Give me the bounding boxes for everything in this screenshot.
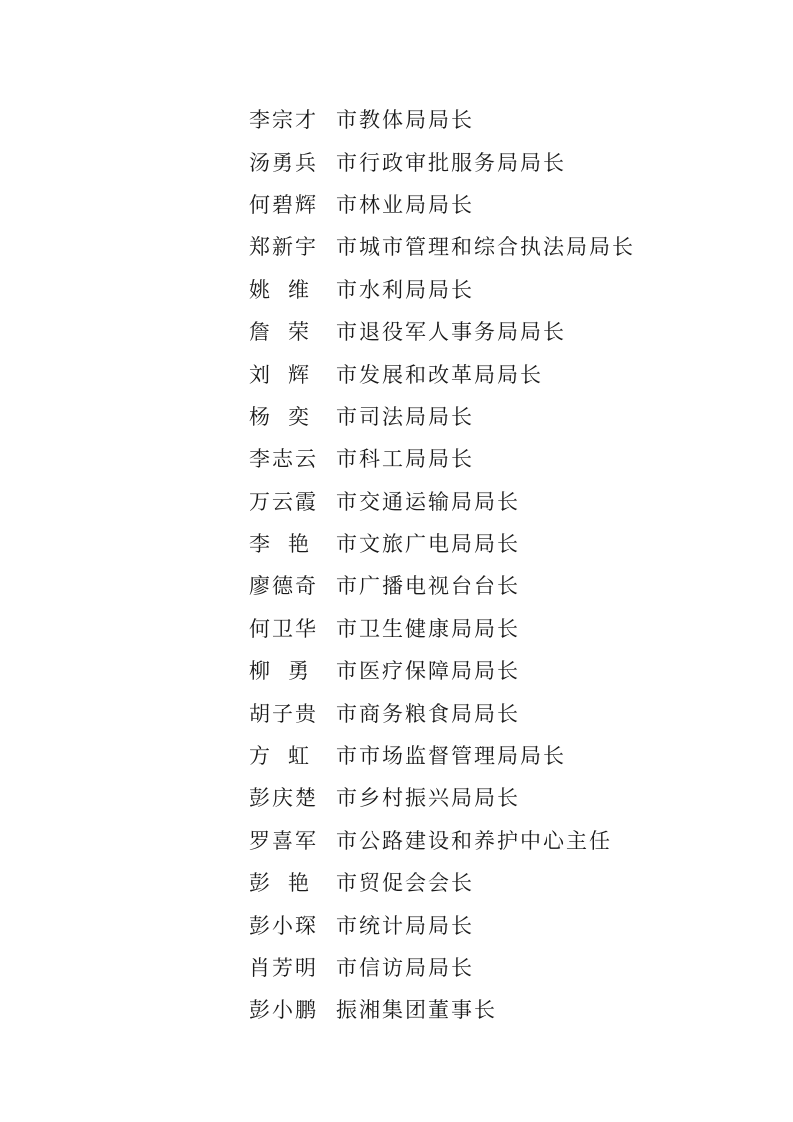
person-name: 詹 荣 [249,320,311,345]
person-name: 何 碧 辉 [249,192,318,217]
person-name: 李 志 云 [249,447,318,472]
person-title: 市行政审批服务局局长 [336,150,566,175]
list-item [249,98,635,140]
person-title: 市林业局局长 [336,192,474,217]
person-name: 彭 小 鹏 [249,998,318,1023]
person-title: 市城市管理和综合执法局局长 [336,235,635,260]
list-item [249,649,635,691]
person-title: 市乡村振兴局局长 [336,786,520,811]
person-title: 市文旅广电局局长 [336,532,520,557]
person-title: 市教体局局长 [336,108,474,133]
list-item [249,140,635,182]
list-item [249,437,635,479]
person-name: 柳 勇 [249,659,311,684]
person-name: 肖 芳 明 [249,956,318,980]
person-name: 彭 艳 [249,871,311,896]
list-item [249,522,635,564]
person-title: 市医疗保障局局长 [336,659,520,684]
list-item [249,352,635,394]
person-name: 姚 维 [249,277,311,302]
person-name: 杨 奕 [249,404,311,429]
person-name: 李 宗 才 [249,108,318,133]
person-title: 市贸促会会长 [336,871,474,896]
list-item [249,988,635,1030]
person-name: 何 卫 华 [249,616,318,641]
person-name: 汤 勇 兵 [249,150,318,175]
person-title: 市司法局局长 [336,404,474,429]
person-title: 市信访局局长 [336,956,474,980]
person-name: 胡 子 贵 [249,701,318,726]
list-item [249,395,635,437]
person-title: 市发展和改革局局长 [336,362,543,387]
person-title: 市水利局局长 [336,277,474,302]
person-title: 市退役军人事务局局长 [336,320,566,345]
list-item [249,268,635,310]
list-item [249,564,635,606]
person-name: 刘 辉 [249,362,311,387]
person-title: 市商务粮食局局长 [336,701,520,726]
list-item [249,480,635,522]
person-name: 方 虹 [249,744,311,769]
person-name: 郑 新 宇 [249,235,318,260]
list-item [249,734,635,776]
list-item [249,183,635,225]
person-name: 彭 庆 楚 [249,786,318,811]
person-name: 万 云 霞 [249,489,318,514]
officials-list [249,98,635,1031]
person-title: 市广播电视台台长 [336,574,520,599]
list-item [249,225,635,267]
list-item [249,819,635,861]
list-item [249,691,635,733]
person-title: 市市场监督管理局局长 [336,744,566,769]
list-item [249,903,635,945]
list-item [249,776,635,818]
person-title: 市科工局局长 [336,447,474,472]
person-name: 廖 德 奇 [249,574,318,599]
person-title: 市统计局局长 [336,913,474,938]
person-name: 罗 喜 军 [249,828,318,853]
list-item [249,861,635,903]
person-name: 李 艳 [249,532,311,557]
person-title: 市卫生健康局局长 [336,616,520,641]
person-title: 市交通运输局局长 [336,489,520,514]
person-title: 振湘集团董事长 [336,998,497,1023]
list-item [249,607,635,649]
person-title: 市公路建设和养护中心主任 [336,828,612,853]
person-name: 彭 小 琛 [249,913,318,938]
list-item [249,310,635,352]
list-item [249,946,635,988]
